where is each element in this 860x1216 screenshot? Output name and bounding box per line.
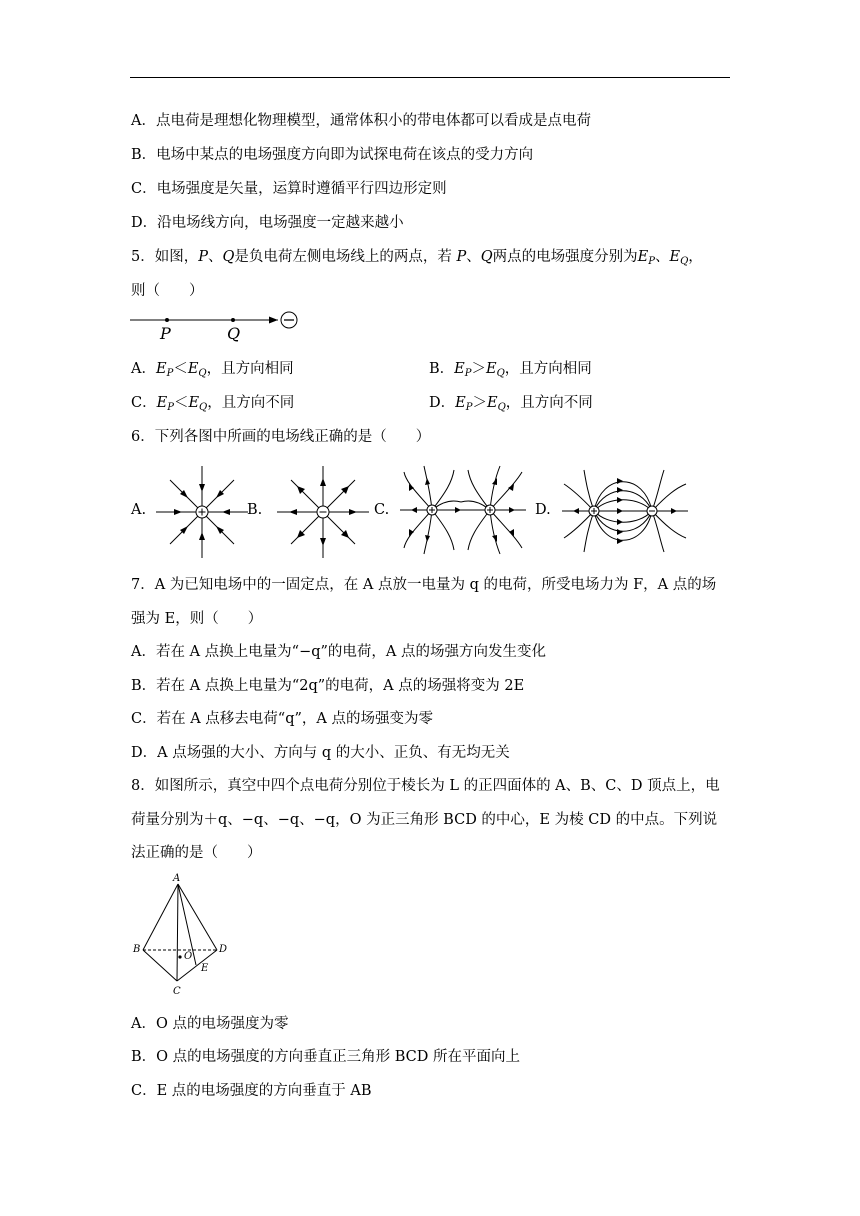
q8-option-a: A．O 点的电场强度为零 [131, 1016, 289, 1032]
q6-figure-c-like-charges [396, 462, 530, 558]
q8-stem-line3: 法正确的是（ ） [131, 845, 262, 861]
q4-option-b: B．电场中某点的电场强度方向即为试探电荷在该点的受力方向 [131, 147, 534, 163]
q5-field-line-figure [128, 308, 304, 348]
q7-stem-line1: 7．A 为已知电场中的一固定点，在 A 点放一电量为 q 的电荷，所受电场力为 F，A 点的场 [131, 577, 717, 593]
q7-stem-line2: 强为 E，则（ ） [131, 611, 263, 627]
q5-option-d: D．$E_P>E_Q$，且方向不同 [429, 395, 593, 413]
q6-stem: 6．下列各图中所画的电场线正确的是（ ） [131, 429, 431, 445]
header-rule [130, 77, 730, 78]
q4-option-d: D．沿电场线方向，电场强度一定越来越小 [131, 215, 404, 231]
q4-option-c: C．电场强度是矢量，运算时遵循平行四边形定则 [131, 181, 447, 197]
q6-option-c-label: C. [374, 502, 390, 518]
q6-figure-d-unlike-charges [558, 466, 692, 556]
q5-option-a: A．$E_P<E_Q$，且方向相同 [131, 361, 294, 379]
q7-option-c: C．若在 A 点移去电荷“q”，A 点的场强变为零 [131, 711, 433, 727]
q8-stem-line1: 8．如图所示，真空中四个点电荷分别位于棱长为 L 的正四面体的 A、B、C、D 顶点上，电 [131, 778, 720, 794]
q8-fig-label-a: A [173, 873, 181, 884]
q6-option-d-label: D. [535, 502, 551, 518]
q8-fig-label-e: E [201, 963, 209, 974]
q8-tetrahedron-figure [125, 870, 235, 1002]
q8-stem-line2: 荷量分别为＋q、−q、−q、−q，O 为正三角形 BCD 的中心，E 为棱 CD 的中点。下列说 [131, 812, 718, 828]
q5-option-c: C．$E_P<E_Q$，且方向不同 [131, 395, 295, 413]
q7-option-a: A．若在 A 点换上电量为“−q”的电荷，A 点的场强方向发生变化 [131, 644, 546, 660]
q4-option-a: A．点电荷是理想化物理模型，通常体积小的带电体都可以看成是点电荷 [131, 113, 591, 129]
q5-stem-line2: 则（ ） [131, 283, 204, 299]
q5-option-b: B．$E_P>E_Q$，且方向相同 [429, 361, 592, 379]
q6-option-b-label: B. [247, 502, 263, 518]
q8-fig-label-d: D [219, 944, 228, 955]
q8-option-b: B．O 点的电场强度的方向垂直正三角形 BCD 所在平面向上 [131, 1049, 521, 1065]
q8-option-c: C．E 点的电场强度的方向垂直于 AB [131, 1083, 372, 1099]
q7-option-b: B．若在 A 点换上电量为“2q”的电荷，A 点的场强将变为 2E [131, 678, 525, 694]
q6-figure-b-negative-outward [271, 460, 375, 564]
q6-figure-a-positive-inward [150, 460, 254, 564]
q5-stem-line1: 5．如图，P、Q是负电荷左侧电场线上的两点，若 P、Q两点的电场强度分别为$E_P$、$E_Q$， [131, 249, 703, 267]
q5-fig-label-q: Q [227, 324, 241, 343]
q8-fig-label-b: B [133, 944, 141, 955]
q8-fig-label-c: C [173, 986, 181, 997]
q5-fig-label-p: P [160, 324, 171, 343]
q8-fig-label-o: O [184, 951, 193, 962]
q7-option-d: D．A 点场强的大小、方向与 q 的大小、正负、有无均无关 [131, 745, 510, 761]
q6-option-a-label: A. [131, 502, 147, 518]
